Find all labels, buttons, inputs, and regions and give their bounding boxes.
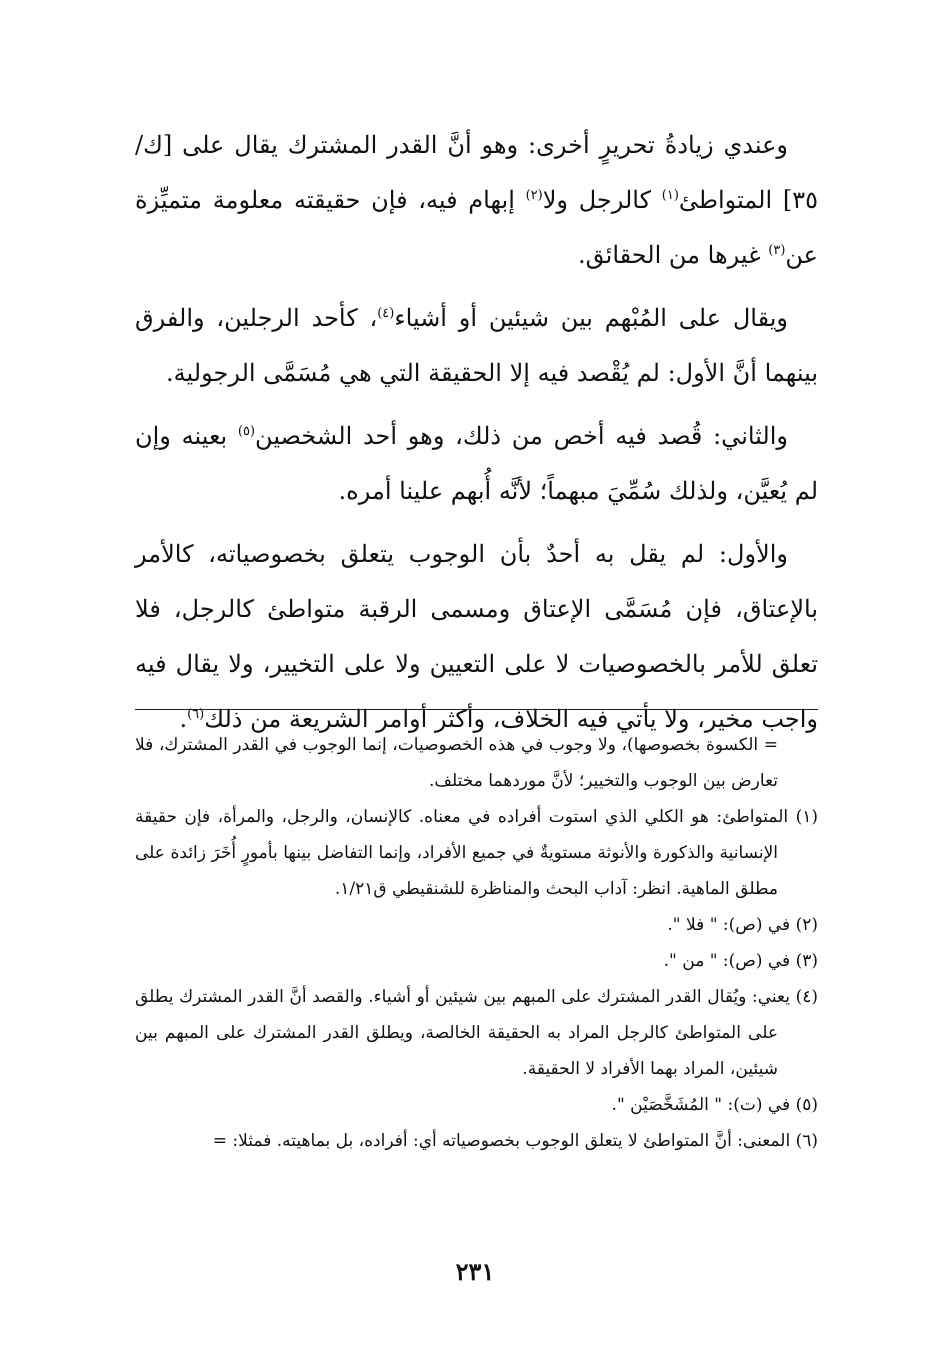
paragraph-4	[135, 527, 818, 747]
footnote-continuation: = الكسوة بخصوصها)، ولا وجوب في هذه الخصوصيات، إنما الوجوب في القدر المشترك، فلا تعارض بين الوجوب والتخيير؛ لأنَّ موردهما مختلف.	[135, 735, 778, 791]
p1-text-a: وعندي زيادةُ تحريرٍ أخرى: وهو أنَّ القدر المشترك يقال على [ك/٣٥] المتواطئ	[135, 131, 819, 214]
p3-text-b: بعينه وإن لم يُعيَّن، ولذلك سُمِّيَ مبهماً؛ لأنَّه أُبهم علينا أمره.	[135, 422, 818, 505]
p1-text-d: غيرها من الحقائق.	[578, 241, 769, 269]
p1-text-b: كالرجل ولا	[542, 186, 662, 214]
footnote-5: (٥) في (ت): " المُشَخَّصَيْن ".	[611, 1095, 818, 1115]
p3-text-a: والثاني: قُصد فيه أخص من ذلك، وهو أحد الشخصين	[255, 422, 788, 450]
p1-text-c: إبهام فيه، فإن حقيقته معلومة متميِّزة عن	[135, 186, 818, 269]
footnote-ref-4: (٤)	[377, 306, 395, 321]
paragraph-3	[135, 409, 818, 519]
p2-text-a: ويقال على المُبْهم بين شيئين أو أشياء	[394, 304, 789, 332]
paragraph-2	[135, 291, 818, 401]
footnote-6: (٦) المعنى: أنَّ المتواطئ لا يتعلق الوجوب بخصوصياته أي: أفراده، بل بماهيته. فمثلا: =	[212, 1131, 818, 1151]
p2-text-b: ، كأحد الرجلين، والفرق بينهما أنَّ الأول: لم يُقْصد فيه إلا الحقيقة التي هي مُسَمَّى الرجولية.	[135, 304, 818, 387]
footnote-ref-3: (٣)	[768, 243, 786, 258]
footnote-3: (٣) في (ص): " من ".	[663, 951, 818, 971]
main-text	[135, 118, 818, 755]
footnote-2: (٢) في (ص): " فلا ".	[667, 915, 818, 935]
footnote-ref-2: (٢)	[525, 188, 543, 203]
paragraph-1	[135, 118, 818, 283]
p4-text-a: والأول: لم يقل به أحدٌ بأن الوجوب يتعلق بخصوصياته، كالأمر بالإعتاق، فإن مُسَمَّى الإعتاق ومسمى الرقبة متواطئ كالرجل، فلا تعلق للأمر بالخصوصيات لا على التعيين ولا على التخيير، ولا يقال فيه واجب مخير، ولا يأتي فيه الخلاف، وأكثر أوامر الشريعة من ذلك	[135, 540, 819, 733]
footnotes	[135, 727, 818, 1159]
footnote-4: (٤) يعني: ويُقال القدر المشترك على المبهم بين شيئين أو أشياء. والقصد أنَّ القدر المشترك يطلق على المتواطئ كالرجل المراد به الحقيقة الخالصة، ويطلق القدر المشترك على المبهم بين شيئين، المراد بهما الأفراد لا الحقيقة.	[135, 987, 818, 1079]
footnote-ref-5: (٥)	[237, 424, 256, 439]
footnote-ref-6: (٦)	[187, 707, 205, 722]
page-number: ٢٣١	[455, 1257, 495, 1286]
footnote-ref-1: (١)	[661, 188, 679, 203]
p4-text-b: .	[179, 705, 188, 733]
footnote-separator	[135, 709, 818, 710]
footnote-1: (١) المتواطئ: هو الكلي الذي استوت أفراده في معناه. كالإنسان، والرجل، والمرأة، فإن حقيقة الإنسانية والذكورة والأنوثة مستويةٌ في جميع الأفراد، وإنما التفاضل بينها بأمورٍ أُخَرَ زائدة على مطلق الماهية. انظر: آداب البحث والمناظرة للشنقيطي ق١/٢١.	[135, 807, 818, 899]
